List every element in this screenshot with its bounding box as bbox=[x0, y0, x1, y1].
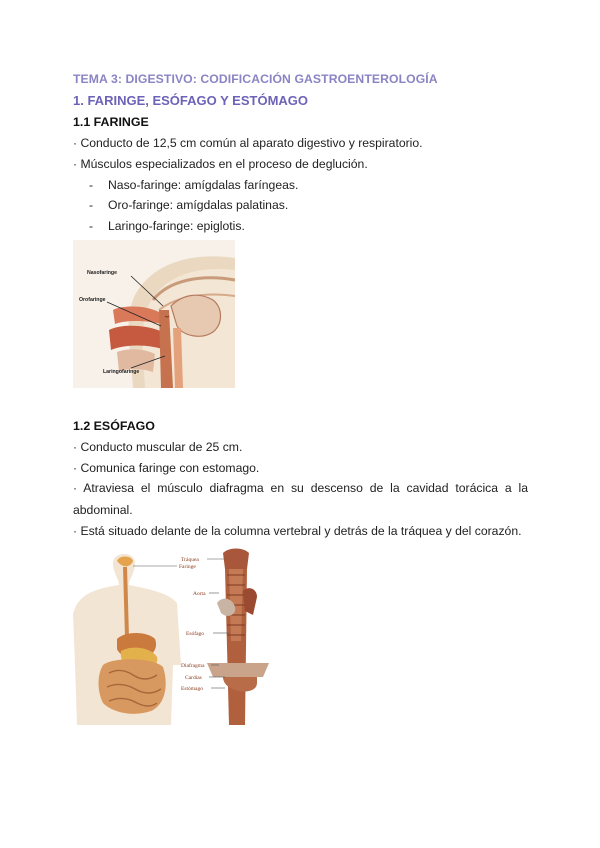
esofago-heading: 1.2 ESÓFAGO bbox=[73, 419, 155, 433]
list-item: Oro-faringe: amígdalas palatinas. bbox=[108, 198, 289, 212]
list-dash: - bbox=[89, 219, 94, 233]
faringe-line-2: · Músculos especializados en el proceso de deglución. bbox=[73, 157, 368, 171]
esofago-line-3-cont: abdominal. bbox=[73, 503, 133, 517]
esofago-label: Esófago bbox=[186, 631, 205, 637]
aorta-label: Aorta bbox=[193, 591, 206, 597]
laringofaringe-label: Laringofaringe bbox=[103, 369, 140, 375]
esofago-line-1: · Conducto muscular de 25 cm. bbox=[73, 440, 243, 454]
section-heading: 1. FARINGE, ESÓFAGO Y ESTÓMAGO bbox=[73, 93, 309, 108]
pharynx-anatomy-figure bbox=[73, 240, 235, 388]
document-title: TEMA 3: DIGESTIVO: CODIFICACIÓN GASTROENTEROLOGÍA bbox=[73, 72, 438, 86]
list-item: Naso-faringe: amígdalas faríngeas. bbox=[108, 178, 299, 192]
faringe-line-1: · Conducto de 12,5 cm común al aparato digestivo y respiratorio. bbox=[73, 136, 423, 150]
esofago-line-2: · Comunica faringe con estomago. bbox=[73, 461, 260, 475]
list-item: Laringo-faringe: epiglotis. bbox=[108, 219, 245, 233]
diafragma-label: Diafragma bbox=[181, 663, 205, 669]
list-dash: - bbox=[89, 178, 94, 192]
esophagus-anatomy-figure bbox=[73, 545, 276, 725]
esofago-line-4: · Está situado delante de la columna vertebral y detrás de la tráquea y del corazón. bbox=[73, 524, 522, 538]
esofago-line-3: · Atraviesa el músculo diafragma en su descenso de la cavidad torácica a la bbox=[73, 481, 528, 495]
estomago-label: Estómago bbox=[181, 686, 203, 692]
faringe-heading: 1.1 FARINGE bbox=[73, 115, 149, 129]
cardias-label: Cardias bbox=[185, 675, 202, 681]
list-dash: - bbox=[89, 198, 94, 212]
traquea-label: Tráquea bbox=[181, 557, 199, 563]
faringe-label: Faringe bbox=[179, 564, 196, 570]
orofaringe-label: Orofaringe bbox=[79, 297, 106, 303]
nasofaringe-label: Nasofaringe bbox=[87, 270, 117, 276]
